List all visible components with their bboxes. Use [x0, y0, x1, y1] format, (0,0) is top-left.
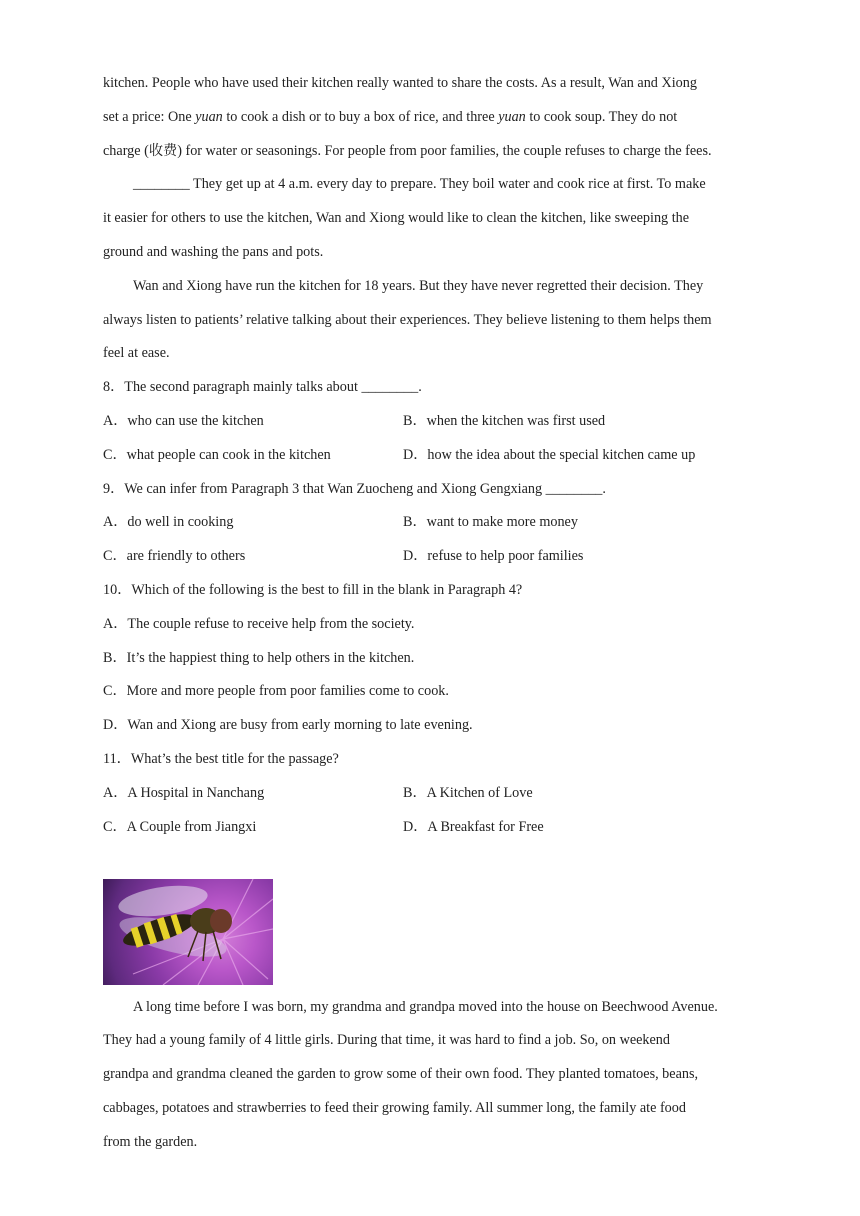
question-stem: 11．What’s the best title for the passage?	[103, 751, 339, 767]
option-c: C．are friendly to others	[103, 548, 246, 564]
passage2-line: cabbages, potatoes and strawberries to feed their growing family. All summer long, the family ate food	[103, 1100, 686, 1116]
hoverfly-illustration	[103, 879, 273, 985]
question-stem: 10．Which of the following is the best to fill in the blank in Paragraph 4?	[103, 582, 523, 598]
passage1-line: charge (收费) for water or seasonings. For people from poor families, the couple refuses to charge the fees.	[103, 143, 712, 159]
option-a: A．A Hospital in Nanchang	[103, 785, 265, 801]
passage1-line: kitchen. People who have used their kitchen really wanted to share the costs. As a result, Wan and Xiong	[103, 75, 697, 91]
passage2-line: They had a young family of 4 little girls. During that time, it was hard to find a job. So, on weekend	[103, 1032, 670, 1048]
passage1-line: Wan and Xiong have run the kitchen for 18 years. But they have never regretted their decision. They	[133, 278, 704, 294]
question-stem: 9．We can infer from Paragraph 3 that Wan Zuocheng and Xiong Gengxiang ________.	[103, 481, 606, 497]
option-c: C．A Couple from Jiangxi	[103, 819, 257, 835]
passage1-line: feel at ease.	[103, 345, 170, 361]
option-a: A．who can use the kitchen	[103, 413, 264, 429]
option-b: B．want to make more money	[403, 514, 578, 530]
passage1-line: ground and washing the pans and pots.	[103, 244, 324, 260]
option-d: D．Wan and Xiong are busy from early morning to late evening.	[103, 717, 473, 733]
passage1-line: it easier for others to use the kitchen, Wan and Xiong would like to clean the kitchen, like sweeping the	[103, 210, 690, 226]
option-c: C．what people can cook in the kitchen	[103, 447, 331, 463]
option-d: D．A Breakfast for Free	[403, 819, 544, 835]
passage2-line: A long time before I was born, my grandma and grandpa moved into the house on Beechwood Avenue.	[133, 999, 718, 1015]
hoverfly-flower-photo	[103, 879, 273, 985]
passage1-line: ________ They get up at 4 a.m. every day to prepare. They boil water and cook rice at first. To make	[133, 176, 706, 192]
option-d: D．refuse to help poor families	[403, 548, 584, 564]
option-d: D．how the idea about the special kitchen came up	[403, 447, 696, 463]
passage2-line: grandpa and grandma cleaned the garden to grow some of their own food. They planted tomatoes, beans,	[103, 1066, 699, 1082]
passage1-line: always listen to patients’ relative talking about their experiences. They believe listening to them helps them	[103, 312, 712, 328]
option-b: B．A Kitchen of Love	[403, 785, 533, 801]
passage1-line: set a price: One yuan to cook a dish or to buy a box of rice, and three yuan to cook soup. They do not	[103, 109, 678, 125]
option-a: A．do well in cooking	[103, 514, 234, 530]
option-b: B．when the kitchen was first used	[403, 413, 606, 429]
option-a: A．The couple refuse to receive help from the society.	[103, 616, 415, 632]
passage2-line: from the garden.	[103, 1134, 198, 1150]
question-stem: 8．The second paragraph mainly talks about ________.	[103, 379, 422, 395]
option-c: C．More and more people from poor families come to cook.	[103, 683, 449, 699]
option-b: B．It’s the happiest thing to help others in the kitchen.	[103, 650, 415, 666]
